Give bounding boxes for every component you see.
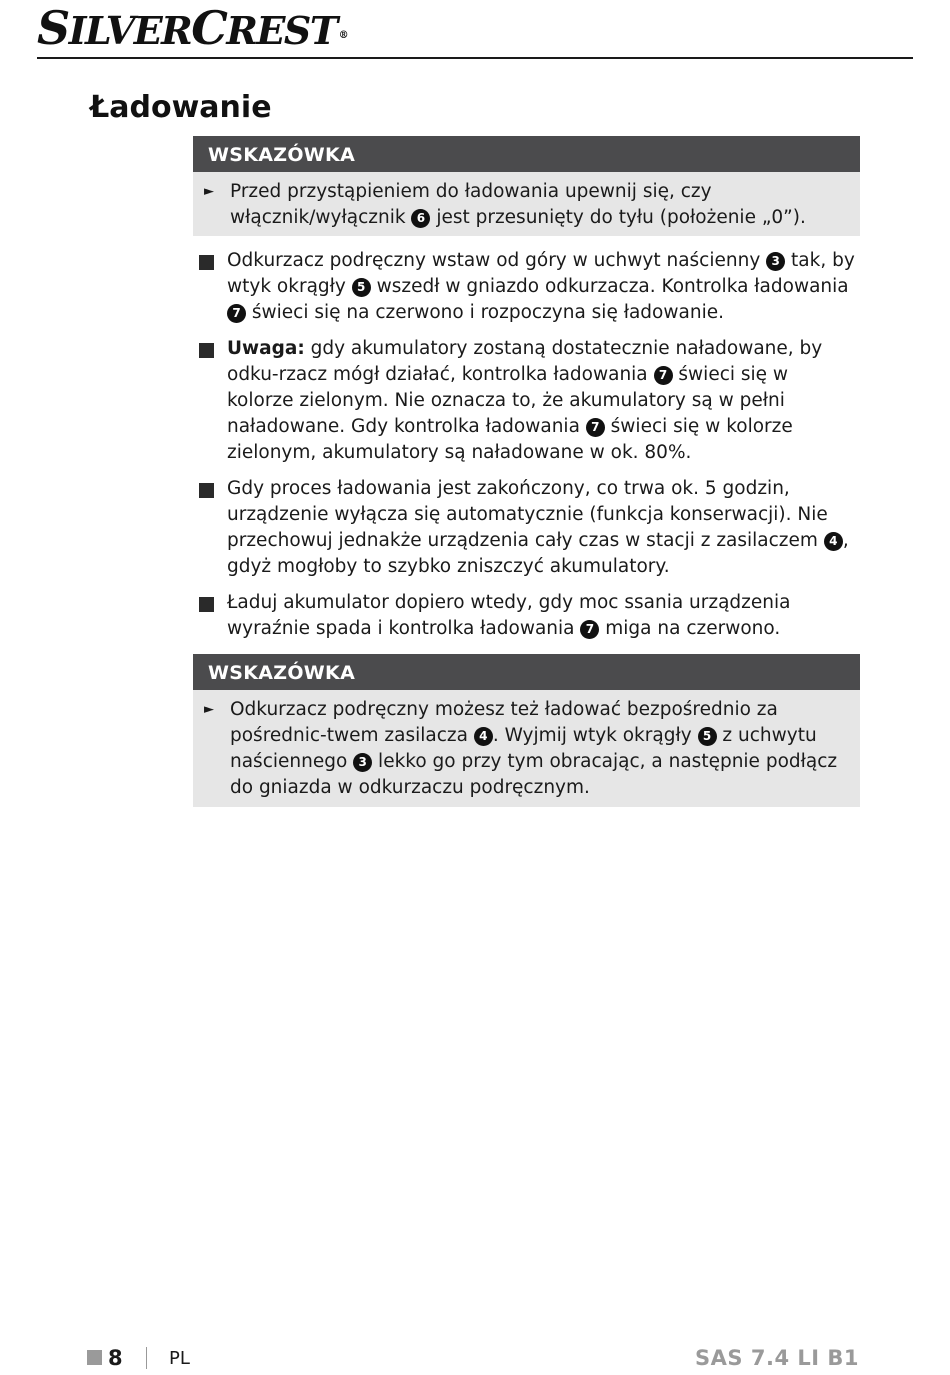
reference-number-badge: 4 [824,532,843,551]
list-item: Ładuj akumulator dopiero wtedy, gdy moc ssania urządzenia wyraźnie spada i kontrolka ładowania 7 miga na czerwono. [193,590,860,642]
reference-number-badge: 7 [586,418,605,437]
footer-divider [146,1347,147,1369]
reference-number-badge: 7 [654,366,673,385]
reference-number-badge: 5 [352,278,371,297]
square-bullet-icon [199,483,214,498]
reference-number-badge: 3 [353,753,372,772]
main-content [193,136,860,807]
arrow-right-icon: ► [204,184,214,199]
list-item: Gdy proces ładowania jest zakończony, co trwa ok. 5 godzin, urządzenie wyłącza się automatycznie (funkcja konserwacji). Nie przechowuj jednakże urządzenia cały czas w stacji z zasilaczem 4 , gdyż mogłoby to szybko zniszczyć akumulatory. [193,476,860,580]
note-title: WSKAZÓWKA [193,136,860,172]
square-bullet-icon [199,597,214,612]
note-title: WSKAZÓWKA [193,654,860,690]
footer-square-icon [87,1350,102,1365]
note-box [193,654,860,807]
note-box [193,136,860,236]
reference-number-badge: 7 [227,304,246,323]
square-bullet-icon [199,343,214,358]
note-item: ► Odkurzacz podręczny możesz też ładować bezpośrednio za pośrednic-twem zasilacza 4 . Wyjmij wtyk okrągły 5 z uchwytu naściennego 3 lekko go przy tym obracając, a następnie podłącz do gniazda w odkurzaczu podręcznym. [204,699,838,798]
reference-number-badge: 4 [474,727,493,746]
note-item: ► Przed przystąpieniem do ładowania upewnij się, czy włącznik/wyłącznik 6 jest przesunięty do tyłu (położenie „0”). [204,181,806,228]
page-number: 8 [108,1346,123,1370]
section-title: Ładowanie [90,90,272,125]
reference-number-badge: 5 [698,727,717,746]
brand-logo: SILVERCREST ® [37,1,348,55]
reference-number-badge: 7 [580,620,599,639]
square-bullet-icon [199,255,214,270]
reference-number-badge: 3 [766,252,785,271]
list-item: Uwaga: gdy akumulatory zostaną dostatecznie naładowane, by odku-rzacz mógł działać, kontrolka ładowania 7 świeci się w kolorze zielonym. Nie oznacza to, że akumulatory są w pełni naładowane. Gdy kontrolka ładowania 7 świeci się w kolorze zielonym, akumulatory są naładowane w ok. 80%. [193,336,860,466]
list-item: Odkurzacz podręczny wstaw od góry w uchwyt naścienny 3 tak, by wtyk okrągły 5 wszedł w gniazdo odkurzacza. Kontrolka ładowania 7 świeci się na czerwono i rozpoczyna się ładowanie. [193,248,860,326]
arrow-right-icon: ► [204,702,214,717]
warning-label: Uwaga: [227,338,305,359]
model-number: SAS 7.4 LI B1 [695,1346,859,1370]
language-code: PL [169,1348,190,1369]
reference-number-badge: 6 [411,209,430,228]
header-divider [37,57,913,59]
